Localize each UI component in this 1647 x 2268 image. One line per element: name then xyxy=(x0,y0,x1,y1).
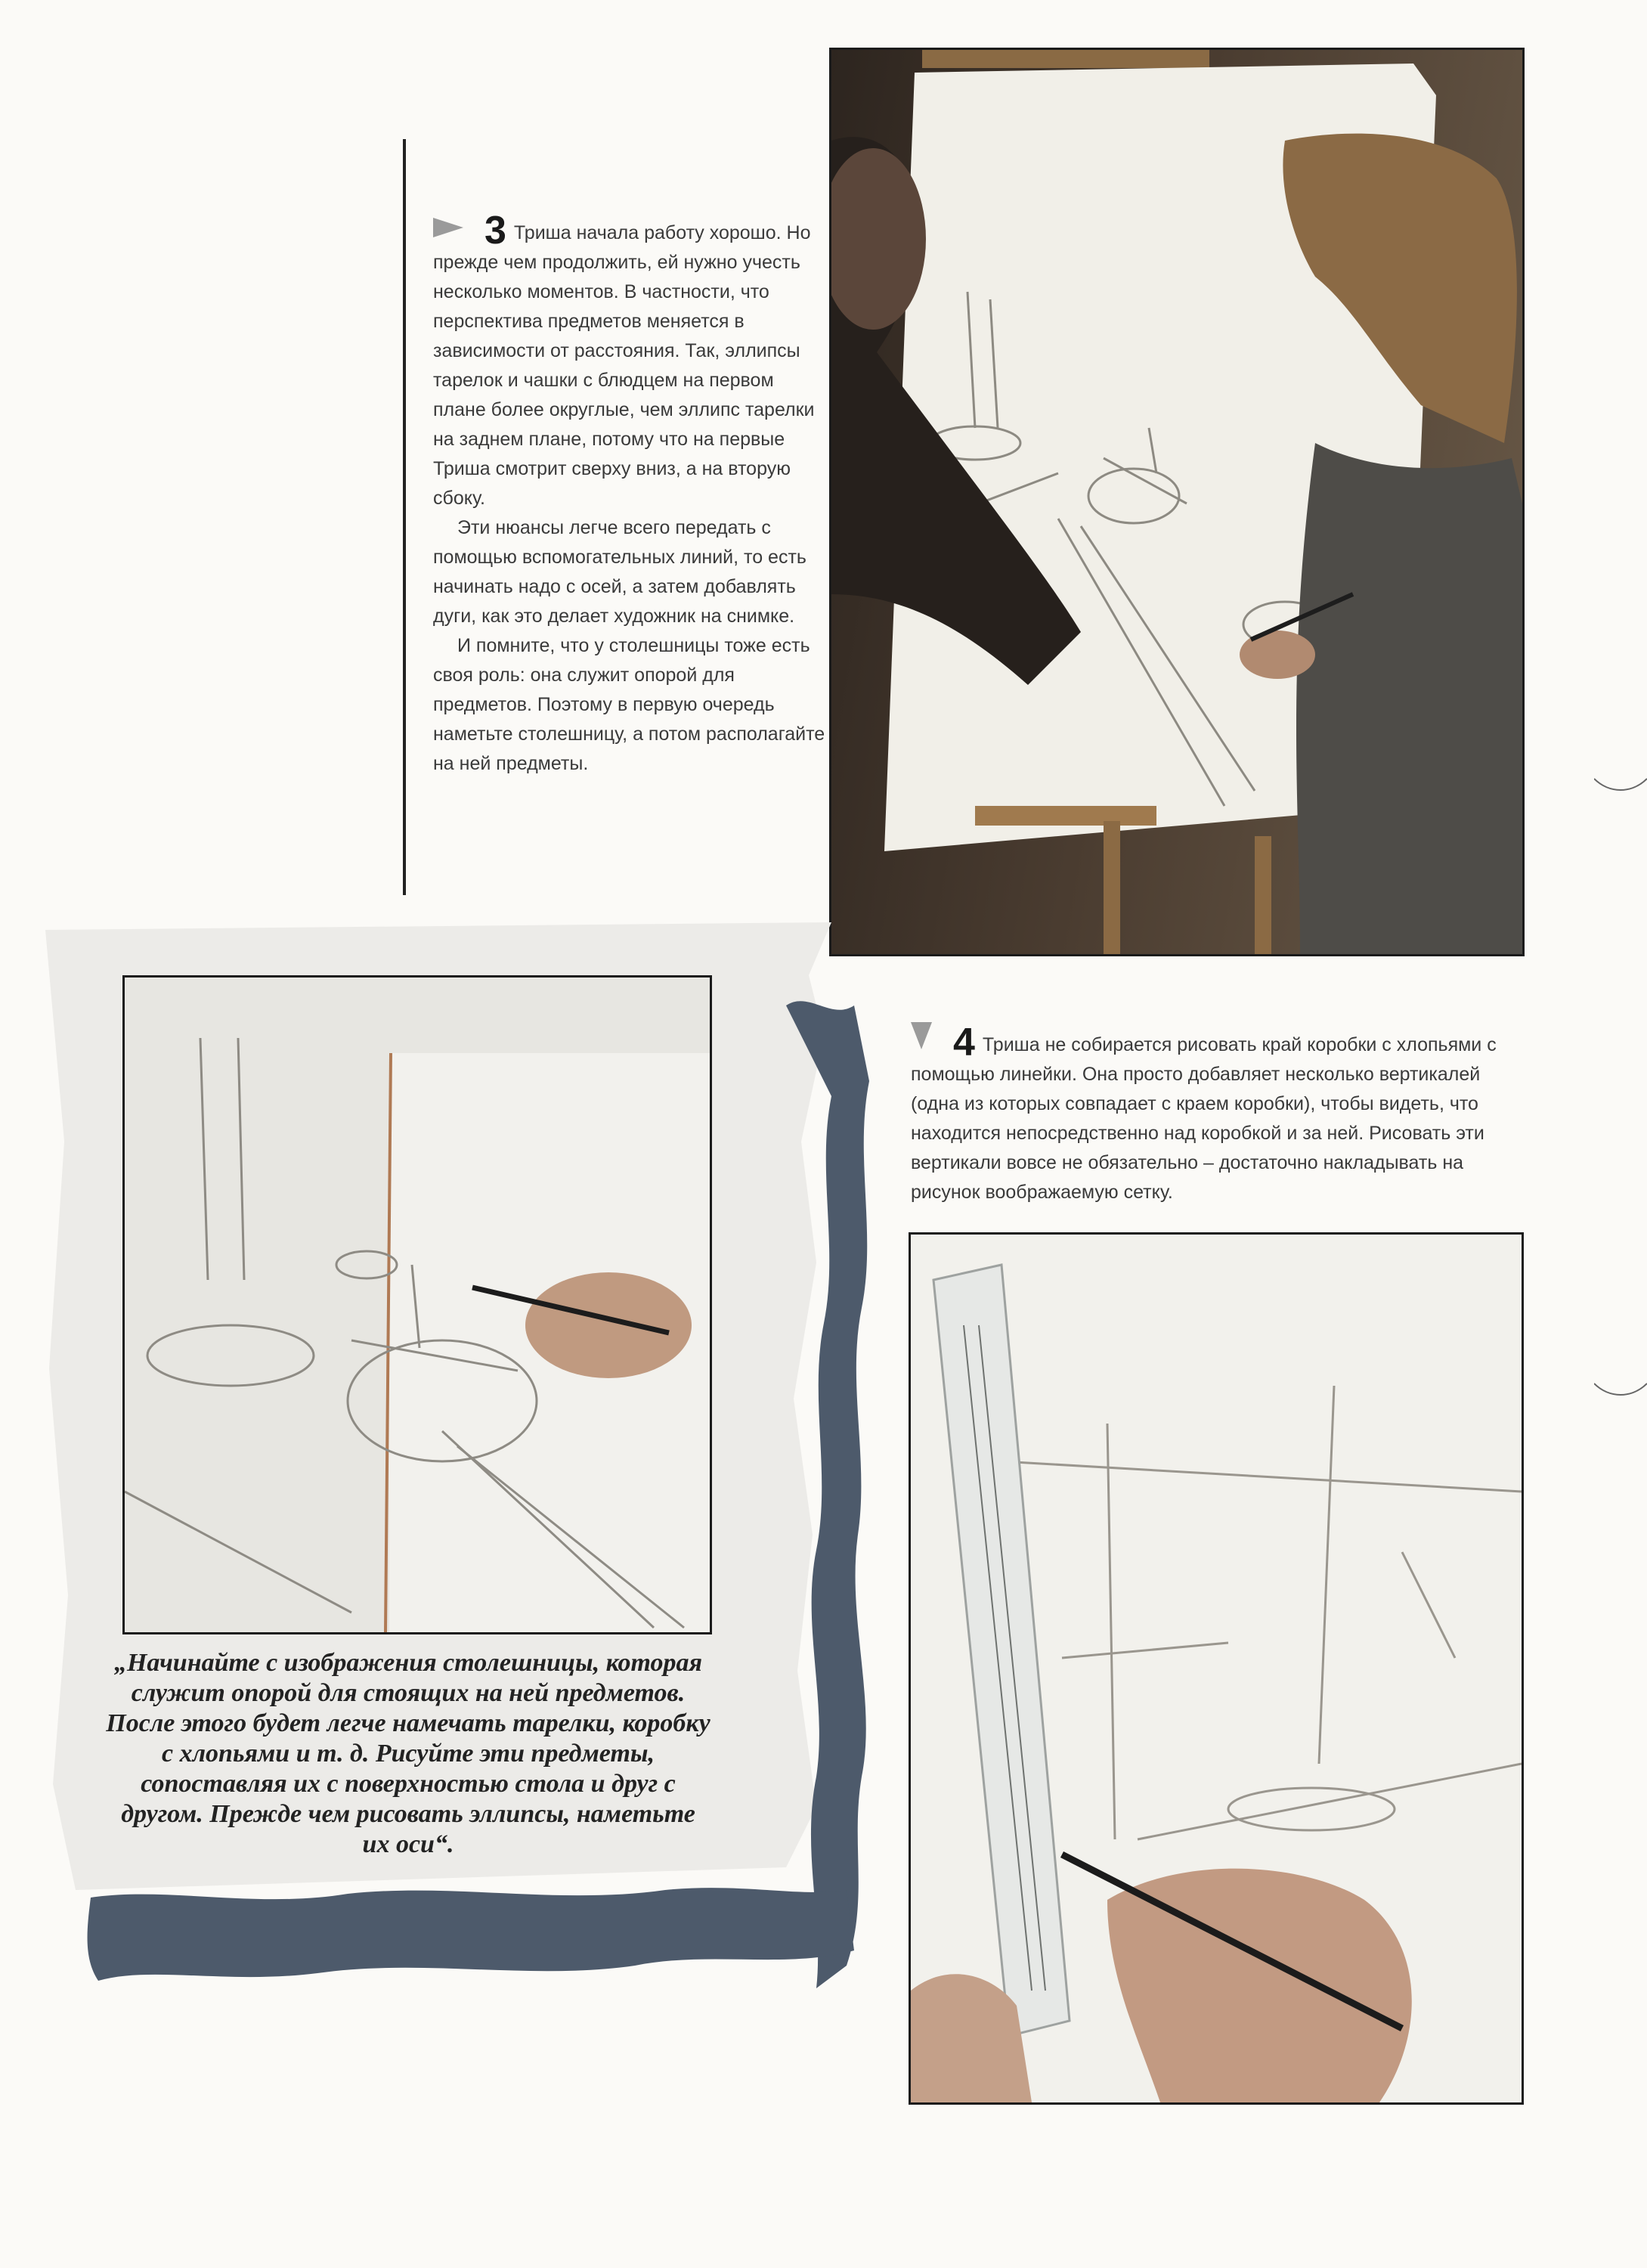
step-4-number: 4 xyxy=(953,1021,975,1064)
arrow-down-icon xyxy=(911,1022,932,1049)
page-edge-mark-lower xyxy=(1594,1376,1647,1406)
pull-quote: „Начинайте с изображения столешницы, которая служит опорой для стоящих на ней предметов. После этого будет легче намечать тарелки, коробку с хлопьями и т. д. Рисуйте эти предметы, сопоставляя их с поверхностью стола и друг с другом. Прежде чем рисовать эллипсы, наметьте их оси“. xyxy=(106,1649,711,1858)
step-3-para-1 xyxy=(433,209,826,513)
step-3-number: 3 xyxy=(485,209,506,253)
step-4-para xyxy=(911,1022,1508,1207)
ruler-photo-illustration xyxy=(911,1235,1522,2102)
step-3-text xyxy=(433,209,826,779)
photo-artists-at-easel xyxy=(829,48,1525,956)
arrow-right-icon xyxy=(433,218,463,237)
photo-sketch-closeup xyxy=(122,975,712,1634)
easel-photo-illustration xyxy=(831,50,1522,954)
column-rule xyxy=(403,139,406,895)
photo-drawing-with-ruler xyxy=(909,1232,1524,2105)
step-3-para-3: И помните, что у столешницы тоже есть своя роль: она служит опорой для предметов. Поэтому в первую очередь наметьте столешницу, а потом располагайте на ней предметы. xyxy=(433,635,825,774)
step-3-para-1-text: Триша начала работу хорошо. Но прежде чем продолжить, ей нужно учесть несколько моментов. В частности, что перспектива предметов меняется в зависимости от расстояния. Так, эллипсы тарелок и чашки с блюдцем на первом плане более округлые, чем эллипс тарелки на заднем плане, потому что на первые Триша смотрит сверху вниз, а на вторую сбоку. xyxy=(433,222,815,509)
step-4-para-text: Триша не собирается рисовать край коробки с хлопьями с помощью линейки. Она просто добавляет несколько вертикалей (одна из которых совпадает с краем коробки), чтобы видеть, что находится непосредственно над коробкой и за ней. Рисовать эти вертикали вовсе не обязательно – достаточно накладывать на рисунок воображаемую сетку. xyxy=(911,1034,1497,1203)
step-3-para-2: Эти нюансы легче всего передать с помощью вспомогательных линий, то есть начинать надо с осей, а затем добавлять дуги, как это делает художник на снимке. xyxy=(433,517,806,627)
page-edge-mark-upper xyxy=(1594,771,1647,801)
sketch-photo-illustration xyxy=(125,978,710,1632)
step-4-text xyxy=(911,1022,1508,1207)
